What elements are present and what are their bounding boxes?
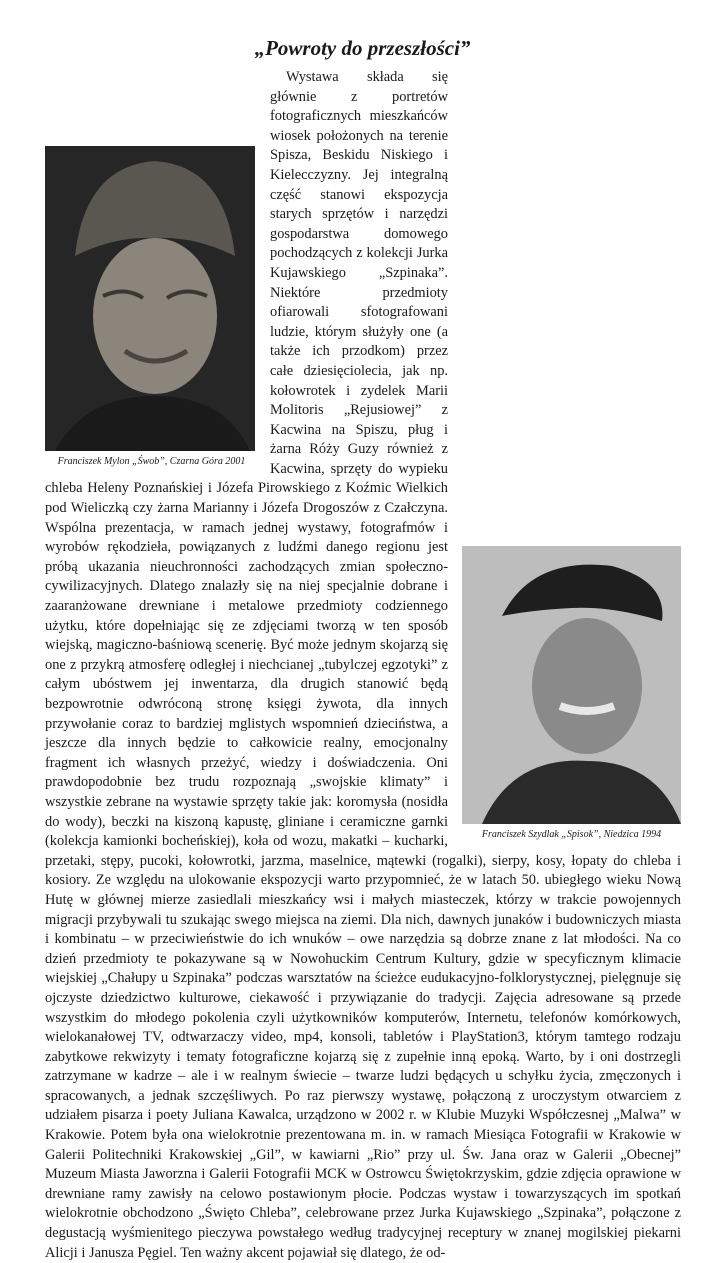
article-title: „Powroty do przeszłości”: [254, 36, 471, 60]
caption-left: Franciszek Mylon „Śwob”, Czarna Góra 2001: [57, 456, 246, 467]
article-body: [45, 68, 681, 1263]
article-paragraph: Wystawa składa się głównie z portretów fotograficznych mieszkańców wiosek położonych na terenie Spisza, Beskidu Niskiego i Kielecczyzny. Jej integralną część stanowi ekspozycja starych sprzętów i narzędzi gospodarstwa domowego pochodzących z kolekcji Jurka Kujawskiego „Szpinaka”. Niektóre przedmioty ofiarowali sfotografowani ludzie, którym służyły one (a także ich przodkom) przez całe dziesięciolecia, jak np. kołowrotek i zydelek Marii Molitoris „Rejusiowej” z Kacwina na Spiszu, pług i żarna Róży Guzy również z Kacwina, sprzęty do wypieku chleba Heleny Poznańskiej i Józefa Pirowskiego z Koźmic Wielkich pod Wieliczką czy żarna Marianny i Józefa Drogoszów z Czałczyna. Wspólna prezentacja, w ramach jednej wystawy, fotografmów i wyrobów rękodzieła, powiązanych z ludźmi danego regionu jest próbą ukazania nieuchronności zachodzących zmian społeczno-cywilizacyjnych. Dlatego znalazły się na niej specjalnie dobrane i zaaranżowane drewniane i metalowe przedmioty codziennego użytku, które dopełniając się ze zdjęciami tworzą w ten sposób wiejską, magiczno-baśniową scenerię. Być może jednym skojarzą się one z przykrą atmosferę odległej i niechcianej „tubylczej egzotyki” z całym ubóstwem jej inwentarza, dla drugich stanowić będą bezpowrotnie odwróconą stronę księgi żywota, dla innych przywołanie coraz to bardziej mglistych wspomnień dzieciństwa, a jeszcze dla innych będzie to całkowicie realny, emocjonalny fragment ich własnych przeżyć, wiedzy i doświadczenia. Oni prawdopodobnie bez trudu rozpoznają „swojskie klimaty” i wszystkie zebrane na wystawie sprzęty takie jak: koromysła (nosidła do wody), beczki na kiszoną kapustę, gliniane i ceramiczne garnki (kolekcja kamionki bocheńskiej), koła od wozu, makatki – kucharki, przetaki, stępy, pucoki, kołowrotki, jarzma, maselnice, mątewki (rogalki), sierpy, kosy, łopaty do chleba i kosiory. Ze względu na ulokowanie ekspozycji warto przypomnieć, że w latach 50. ubiegłego wieku Nową Hutę w głównej mierze zasiedlali mieszkańcy wsi i małych miasteczek, którzy w trakcie powojennych migracji przybywali tu szukając swego miejsca na ziemi. Dla nich, dawnych junaków i budowniczych miasta i kombinatu – w przeciwieństwie do ich wnuków – owe narzędzia są dobrze znane z lat młodości. Na co dzień przedmioty te pokazywane są w Nowohuckim Centrum Kultury, gdzie w specyficznym klimacie wiejskiej „Chałupy u Szpinaka” podczas warsztatów na ścieżce eudukacyjno-folklorystycznej, pielęgnuje się ojczyste dziedzictwo kulturowe, ciekawość i przywiązanie do tradycji. Zajęcia adresowane są przede wszystkim do młodego pokolenia czyli użytkowników komputerów, Internetu, telefonów komórkowych, wielokanałowej TV, odtwarzaczy video, mp4, konsoli, tabletów i PlayStation3, którym tamtego rodzaju zabytkowe rekwizyty i tematy fotograficzne kojarzą się z zupełnie inną epoką. Warto, by i oni dostrzegli zatrzymane w kadrze – ale i w realnym świecie – twarze ludzi będących u schyłku życia, zmęczonych i spracowanych, a jednak szczęśliwych. Po raz pierwszy wystawę, połączoną z uroczystym otwarciem z udziałem pisarza i poety Juliana Kawalca, urządzono w 2002 r. w Klubie Muzyki Współczesnej „Malwa” w Krakowie. Potem była ona wielokrotnie prezentowana m. in. w ramach Miesiąca Fotografii w Krakowie w Galerii Politechniki Krakowskiej „Gil”, w kawiarni „Rio” przy ul. Św. Jana oraz w Galerii „Obecnej” Muzeum Miasta Jaworzna i Galerii Fotografii MCK w Ostrowcu Świętokrzyskim, gdzie zdjęcia oprawione w drewniane ramy zawisły na celowo postawionym płocie. Podczas wystaw i towarzyszących im spotkań wielokrotnie obchodzono „Święto Chleba”, celebrowane przez Jurka Kujawskiego „Szpinaka”, połączone z degustacją wyśmienitego pieczywa powstałego według tradycyjnej receptury w znanej mogilskiej piekarni Alicji i Janusza Pęgiel. Ten ważny akcent pojawiał się dlatego, że od-: [45, 69, 681, 1261]
portrait-left-image: [45, 146, 255, 451]
portrait-photo-right: [462, 546, 681, 824]
figure-left: [45, 146, 258, 469]
caption-right: Franciszek Szydlak „Spisok”, Niedzica 1994: [481, 829, 662, 840]
portrait-photo-left: [45, 146, 255, 451]
figure-right: [462, 546, 681, 842]
portrait-right-image: [462, 546, 681, 824]
